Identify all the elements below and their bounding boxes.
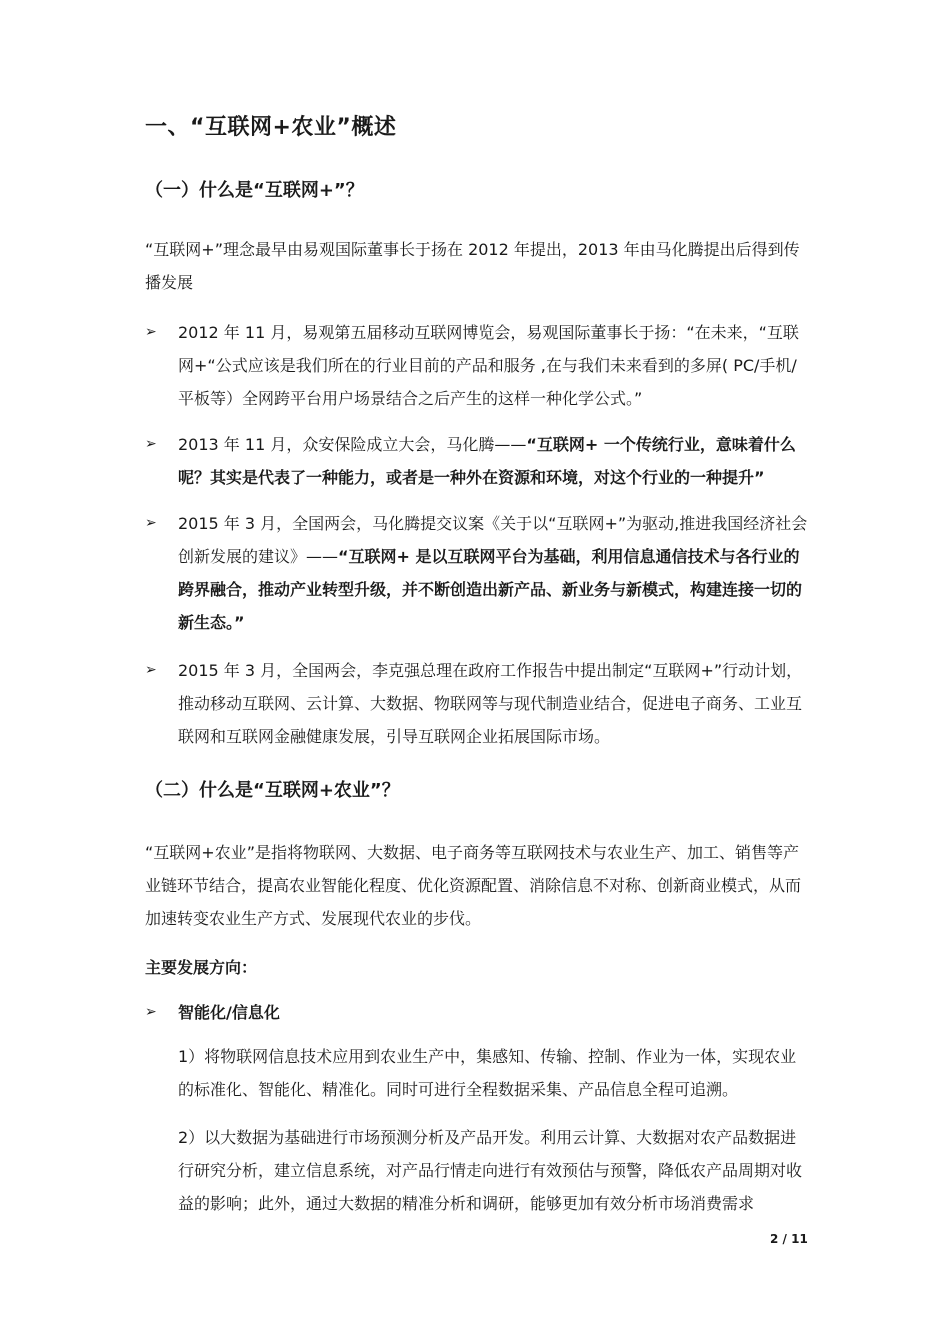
page-title: 一、“互联网+农业”概述 [145, 115, 397, 140]
bullet-item [145, 654, 810, 753]
section-2-intro: “互联网+农业”是指将物联网、大数据、电子商务等互联网技术与农业生产、加工、销售等产业链环节结合，提高农业智能化程度、优化资源配置、消除信息不对称、创新商业模式，从而加速转变农业生产方式、发展现代农业的步伐。 [145, 843, 802, 928]
section-2-heading: （二）什么是“互联网+农业”？ [145, 780, 400, 801]
bullet-text: 2013 年 11 月，众安保险成立大会，马化腾——“互联网+ 一个传统行业，意味着什么呢？其实是代表了一种能力，或者是一种外在资源和环境，对这个行业的一种提升” [178, 435, 796, 487]
bullet-item [145, 428, 810, 494]
direction-item [145, 996, 810, 1029]
bullet-arrow-icon: ➢ [145, 515, 157, 531]
directions-label: 主要发展方向： [145, 958, 258, 977]
bullet-arrow-icon: ➢ [145, 662, 157, 678]
direction-label: 智能化/信息化 [178, 1003, 280, 1022]
bullet-text: 2012 年 11 月，易观第五届移动互联网博览会，易观国际董事长于扬：“在未来，“互联网+“公式应该是我们所在的行业目前的产品和服务 ,在与我们未来看到的多屏( PC/手机/平板等）全网跨平台用户场景结合之后产生的这样一种化学公式。” [178, 323, 799, 408]
bullet-arrow-icon: ➢ [145, 324, 157, 340]
section-1-intro: “互联网+”理念最早由易观国际董事长于扬在 2012 年提出，2013 年由马化腾提出后得到传播发展 [145, 240, 800, 292]
bullet-text: 2015 年 3 月，全国两会，李克强总理在政府工作报告中提出制定“互联网+”行动计划，推动移动互联网、云计算、大数据、物联网等与现代制造业结合，促进电子商务、工业互联网和互联网金融健康发展，引导互联网企业拓展国际市场。 [178, 661, 803, 746]
direction-point-2: 2）以大数据为基础进行市场预测分析及产品开发。利用云计算、大数据对农产品数据进行研究分析，建立信息系统，对产品行情走向进行有效预估与预警，降低农产品周期对收益的影响；此外，通过大数据的精准分析和调研，能够更加有效分析市场消费需求 [178, 1128, 803, 1213]
direction-point-1: 1）将物联网信息技术应用到农业生产中，集感知、传输、控制、作业为一体，实现农业的标准化、智能化、精准化。同时可进行全程数据采集、产品信息全程可追溯。 [178, 1047, 797, 1099]
page-number: 2 / 11 [770, 1232, 808, 1246]
section-1-heading: （一）什么是“互联网+”？ [145, 180, 364, 201]
bullet-item [145, 316, 810, 415]
bullet-arrow-icon: ➢ [145, 1004, 157, 1020]
bullet-text: 2015 年 3 月，全国两会，马化腾提交议案《关于以“互联网+”为驱动,推进我国经济社会创新发展的建议》——“互联网+ 是以互联网平台为基础，利用信息通信技术与各行业的跨界融合，推动产业转型升级，并不断创造出新产品、新业务与新模式，构建连接一切的新生态。” [178, 514, 808, 632]
bullet-arrow-icon: ➢ [145, 436, 157, 452]
bullet-item [145, 507, 810, 639]
